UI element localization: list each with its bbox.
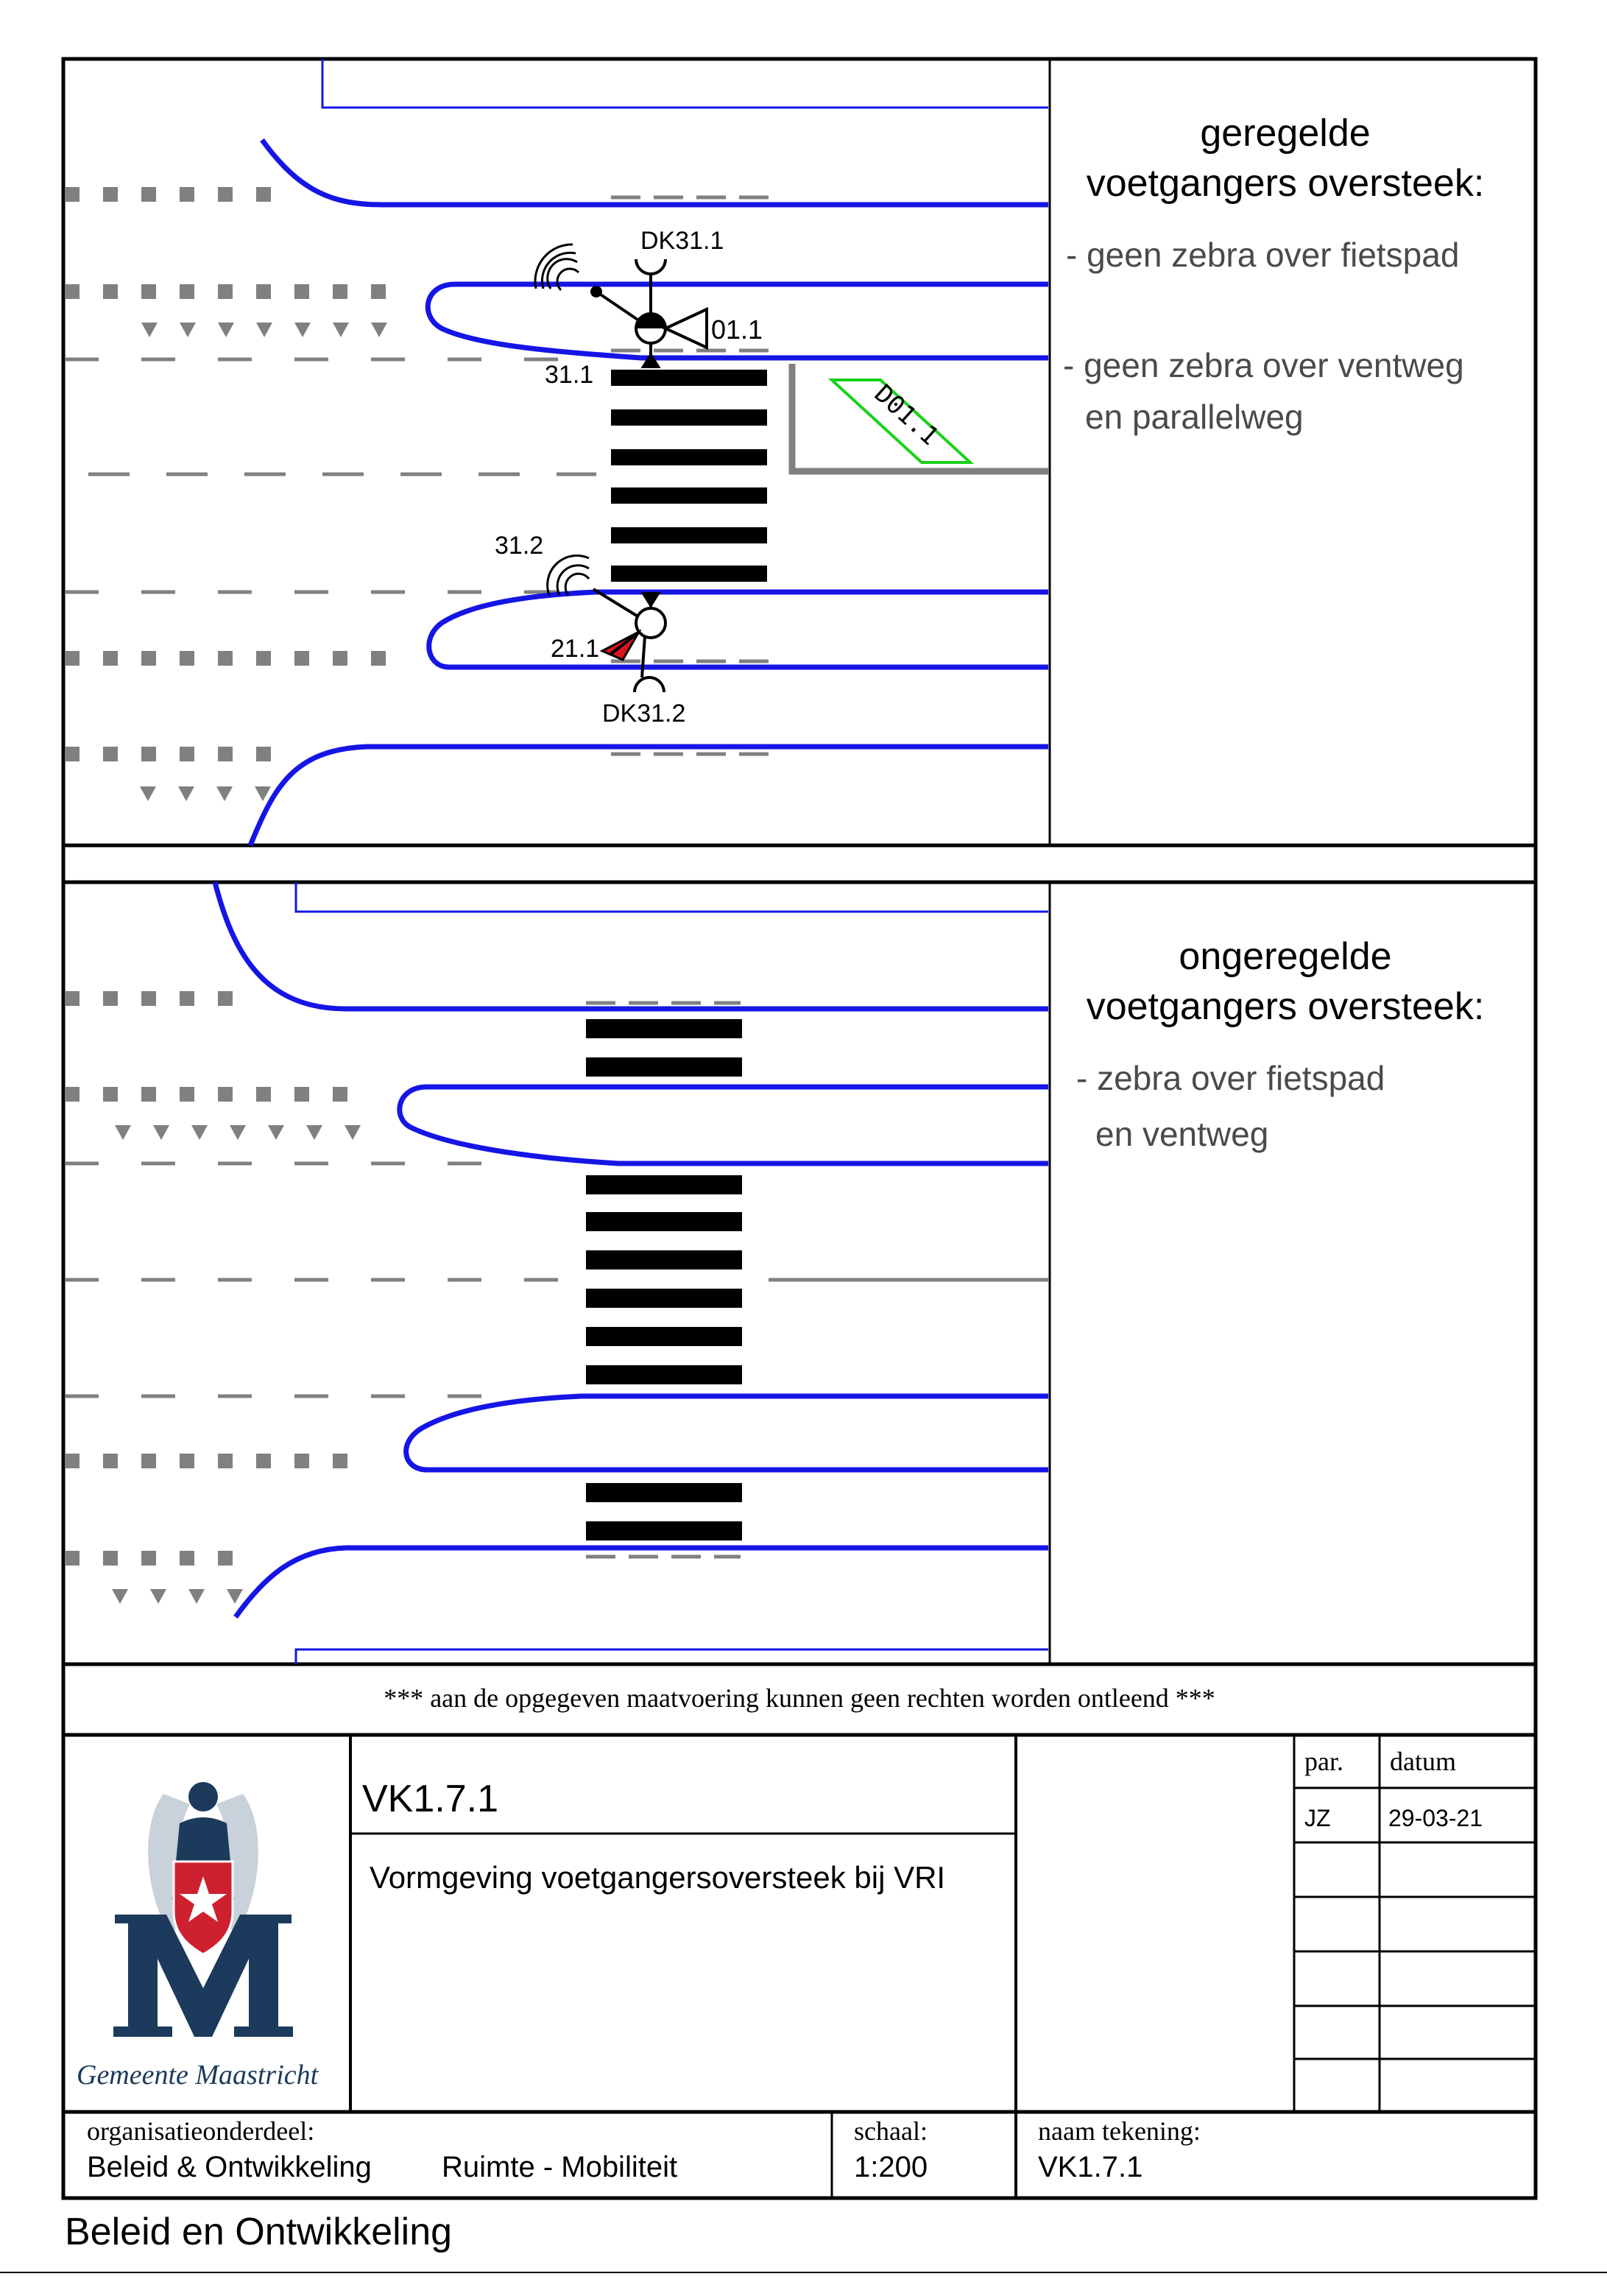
crosswalk-regulated [611, 370, 767, 582]
shark-teeth-row-1b [115, 1125, 361, 1140]
title-block [63, 1735, 1536, 2198]
revision-date: 29-03-21 [1388, 1805, 1483, 1831]
island-bottom [429, 592, 1048, 667]
scale-label: schaal: [854, 2116, 928, 2146]
panel-unregulated-crossing [65, 882, 1484, 1664]
title-unregulated-line1: ongeregelde [1179, 935, 1392, 978]
lane-markings-bottom [65, 991, 361, 1604]
dk-hook-bottom [635, 677, 664, 692]
date-header: datum [1390, 1747, 1456, 1776]
org-value-2: Ruimte - Mobiliteit [442, 2151, 678, 2183]
note-no-zebra-cyclepath: - geen zebra over fietspad [1066, 236, 1460, 274]
signal-cone-top [665, 309, 707, 348]
title-unregulated-line2: voetgangers oversteek: [1086, 985, 1485, 1028]
name-value: VK1.7.1 [1038, 2151, 1143, 2183]
note-zebra-line1: - zebra over fietspad [1076, 1059, 1385, 1097]
signal-label-top: 01.1 [711, 314, 763, 345]
pole-marker-bottom [643, 594, 658, 605]
island-bottom-b [406, 1396, 1048, 1470]
gemeente-maastricht-logo [77, 1782, 319, 2091]
zebra-crossing [586, 1019, 742, 1540]
button-label-bottom: 31.2 [495, 532, 544, 560]
notes-unregulated [1076, 935, 1484, 1153]
top-service-curb [322, 59, 1048, 108]
top-service-curb-b [296, 882, 1048, 912]
org-value-1: Beleid & Ontwikkeling [87, 2151, 372, 2183]
signal-head-bottom [636, 608, 665, 638]
right-turn-curb [250, 747, 1048, 845]
block-row-3b [65, 1454, 347, 1468]
dashed-lines-top [65, 197, 773, 754]
block-row-2 [65, 284, 386, 299]
disclaimer: *** aan de opgegeven maatvoering kunnen geen rechten worden ontleend *** [384, 1683, 1215, 1713]
pushbutton-dot-top [592, 287, 601, 296]
block-row-2b [65, 1087, 347, 1102]
block-row-3 [65, 651, 386, 666]
button-label-top: 31.1 [545, 361, 594, 389]
notes-regulated [1063, 112, 1484, 436]
island-top-b [400, 1087, 1048, 1163]
shark-teeth-row-1 [141, 323, 387, 337]
dk-stem-bottom [642, 636, 645, 677]
dk-label-bottom: DK31.2 [602, 700, 686, 728]
scale-value: 1:200 [854, 2151, 928, 2183]
cycle-path-curb-b [215, 882, 1048, 1009]
block-row-1 [65, 187, 271, 202]
note-zebra-line2: en ventweg [1095, 1115, 1269, 1153]
panel-regulated-crossing [65, 59, 1484, 845]
title-regulated-line2: voetgangers oversteek: [1086, 162, 1485, 205]
block-row-1b [65, 991, 233, 1006]
note-no-zebra-serviceroad-line2: en parallelweg [1085, 398, 1304, 436]
logo-head [188, 1782, 218, 1811]
cycle-path-curb [262, 140, 1048, 205]
curb-lines-bottom [215, 882, 1048, 1664]
shark-teeth-row-2b [112, 1589, 243, 1604]
wave-icon-bottom [548, 556, 589, 595]
dk-label-top: DK31.1 [640, 227, 724, 255]
name-label: naam tekening: [1038, 2116, 1201, 2146]
drawing-title: Vormgeving voetgangersoversteek bij VRI [370, 1860, 946, 1895]
block-row-4 [65, 747, 271, 761]
detector-label: D01.1 [868, 378, 944, 451]
logo-text: Gemeente Maastricht [77, 2060, 319, 2091]
dk-hook-top [636, 259, 665, 274]
bottom-service-curb-b [296, 1649, 1048, 1664]
signal-assembly-top [535, 244, 707, 367]
button-arm-top [596, 292, 642, 323]
lane-markings-top [65, 187, 387, 801]
title-regulated-line1: geregelde [1200, 112, 1371, 155]
org-label: organisatieonderdeel: [87, 2116, 315, 2146]
shark-teeth-row-2 [140, 786, 271, 801]
revision-par: JZ [1304, 1805, 1331, 1831]
note-no-zebra-serviceroad-line1: - geen zebra over ventweg [1063, 346, 1464, 384]
block-row-4b [65, 1551, 233, 1566]
footer-text: Beleid en Ontwikkeling [65, 2211, 453, 2253]
signal-label-bottom: 21.1 [551, 635, 600, 663]
detector-loop [832, 379, 970, 462]
drawing-code: VK1.7.1 [362, 1778, 499, 1820]
signal-head-fill-top [636, 314, 665, 328]
par-header: par. [1304, 1747, 1343, 1776]
